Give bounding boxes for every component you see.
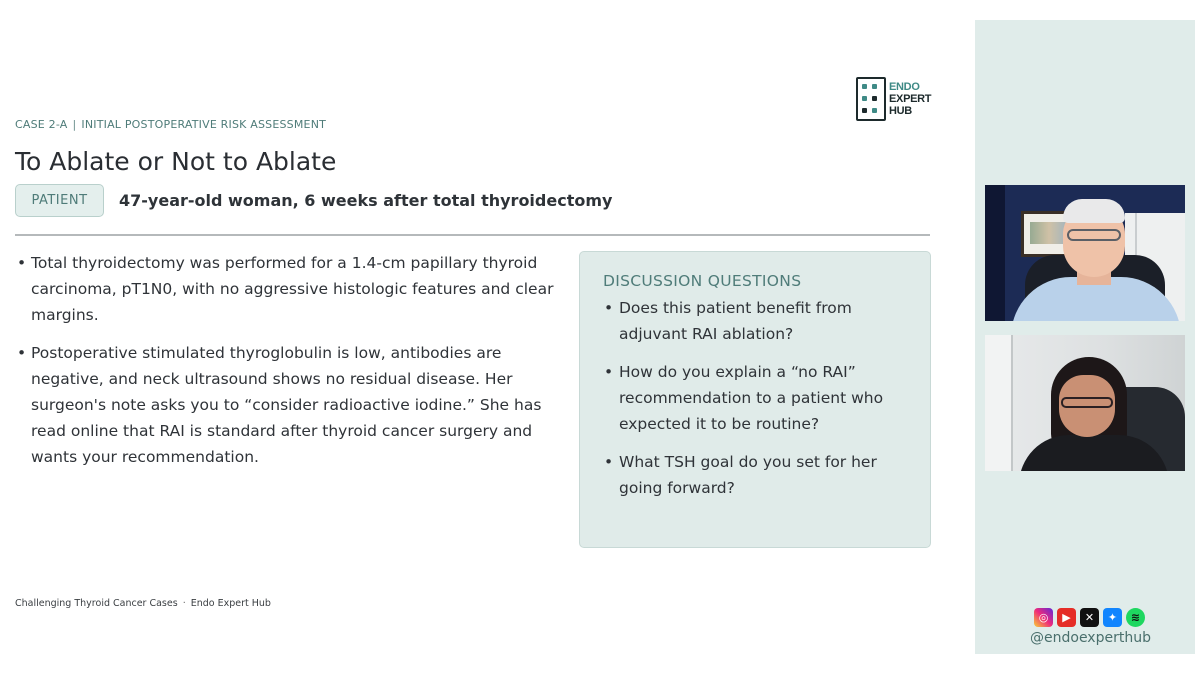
endo-expert-hub-logo bbox=[856, 77, 931, 121]
case-topic: INITIAL POSTOPERATIVE RISK ASSESSMENT bbox=[81, 118, 327, 131]
footer-series: Challenging Thyroid Cancer Cases bbox=[15, 598, 178, 609]
logo-line-3: HUB bbox=[889, 105, 912, 117]
instagram-icon[interactable]: ◎ bbox=[1034, 608, 1053, 627]
discussion-panel bbox=[579, 251, 931, 548]
case-bullets bbox=[15, 250, 570, 482]
social-icons bbox=[1034, 608, 1145, 627]
discussion-list bbox=[603, 295, 910, 501]
case-eyebrow bbox=[15, 118, 326, 131]
case-bullet: • Total thyroidectomy was performed for a 1.4-cm papillary thyroid carcinoma, pT1N0, with no aggressive histologic features and clear margins. bbox=[15, 250, 570, 328]
slide-footer bbox=[15, 598, 271, 609]
discussion-heading: DISCUSSION QUESTIONS bbox=[603, 272, 802, 290]
background-door bbox=[985, 335, 1013, 471]
footer-brand: Endo Expert Hub bbox=[190, 598, 271, 609]
video-sidebar bbox=[975, 20, 1195, 654]
discussion-question: • What TSH goal do you set for her going forward? bbox=[603, 449, 910, 501]
discussion-question: • Does this patient benefit from adjuvant RAI ablation? bbox=[603, 295, 910, 347]
discussion-question: • How do you explain a “no RAI” recommendation to a patient who expected it to be routine? bbox=[603, 359, 910, 437]
glasses bbox=[1061, 397, 1113, 408]
logo-line-1: ENDO bbox=[889, 81, 920, 93]
footer-dot: · bbox=[182, 598, 186, 609]
youtube-icon[interactable]: ▶ bbox=[1057, 608, 1076, 627]
patient-row bbox=[15, 184, 612, 217]
logo-wordmark bbox=[889, 81, 931, 117]
x-icon[interactable]: ✕ bbox=[1080, 608, 1099, 627]
bluesky-icon[interactable]: ✦ bbox=[1103, 608, 1122, 627]
patient-description: 47-year-old woman, 6 weeks after total thyroidectomy bbox=[119, 191, 613, 210]
participant-video-host[interactable] bbox=[985, 185, 1185, 321]
social-handle: @endoexperthub bbox=[1030, 630, 1151, 646]
logo-mark-icon bbox=[856, 77, 886, 121]
slide-title: To Ablate or Not to Ablate bbox=[15, 147, 337, 176]
glasses bbox=[1067, 229, 1121, 241]
logo-line-2: EXPERT bbox=[889, 93, 932, 105]
divider bbox=[15, 234, 930, 236]
eyebrow-separator: | bbox=[72, 118, 77, 131]
spotify-icon[interactable]: ≋ bbox=[1126, 608, 1145, 627]
case-bullet: • Postoperative stimulated thyroglobulin is low, antibodies are negative, and neck ultrasound shows no residual disease. Her surgeon's note asks you to “consider radioactive iodine.” She has read online that RAI is standard after thyroid cancer surgery and wants your recommendation. bbox=[15, 340, 570, 470]
patient-tag: PATIENT bbox=[15, 184, 104, 217]
case-number: CASE 2-A bbox=[15, 118, 68, 131]
participant-video-guest[interactable] bbox=[985, 335, 1185, 471]
